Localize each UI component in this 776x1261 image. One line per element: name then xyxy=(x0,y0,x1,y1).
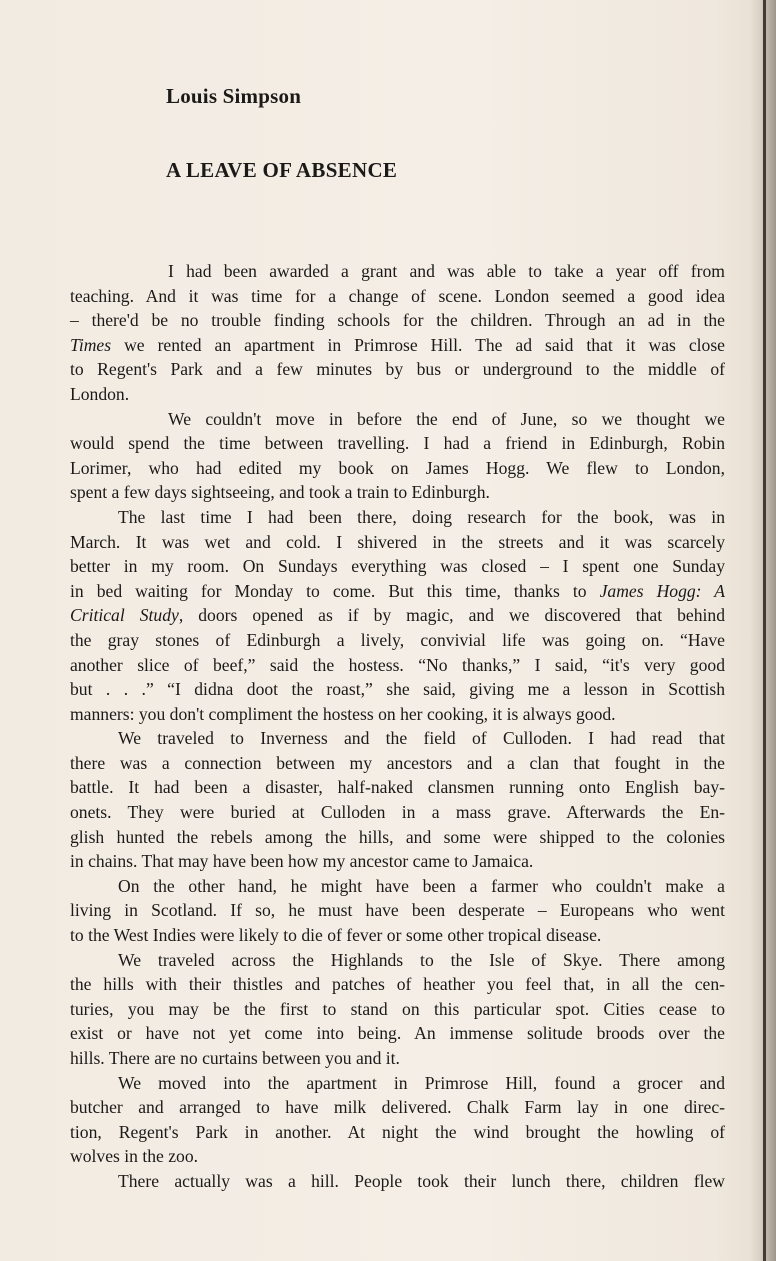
author-name: Louis Simpson xyxy=(166,84,302,108)
text-line: in bed waiting for Monday to come. But this time, thanks to James Hogg: A xyxy=(70,580,725,601)
text-line: We traveled across the Highlands to the Isle of Skye. There among xyxy=(118,949,725,970)
text-line: teaching. And it was time for a change of scene. London seemed a good idea xyxy=(70,285,725,306)
text-line: Lorimer, who had edited my book on James Hogg. We flew to London, xyxy=(70,457,725,478)
italic-title: Critical Study xyxy=(70,605,179,626)
essay-body xyxy=(70,259,725,1194)
text-line: onets. They were buried at Culloden in a mass grave. Afterwards the En- xyxy=(70,802,725,823)
text-line: London. xyxy=(70,383,130,404)
text-line: the hills with their thistles and patches of heather you feel that, in all the cen- xyxy=(70,974,725,995)
text-line: We traveled to Inverness and the field of Culloden. I had read that xyxy=(118,728,725,749)
text-line: would spend the time between travelling. I had a friend in Edinburgh, Robin xyxy=(70,433,725,454)
text-line: butcher and arranged to have milk delivered. Chalk Farm lay in one direc- xyxy=(70,1097,725,1118)
text-line: in chains. That may have been how my ancestor came to Jamaica. xyxy=(70,851,534,872)
text-line: turies, you may be the first to stand on this particular spot. Cities cease to xyxy=(70,998,725,1019)
text-line: Critical Study, doors opened as if by magic, and we discovered that behind xyxy=(70,605,725,626)
text-line: there was a connection between my ancestors and a clan that fought in the xyxy=(70,752,725,773)
text-line: There actually was a hill. People took their lunch there, children flew xyxy=(118,1170,725,1191)
text-line: wolves in the zoo. xyxy=(70,1146,199,1167)
text-line: March. It was wet and cold. I shivered in the streets and it was scarcely xyxy=(70,531,725,552)
text-line: glish hunted the rebels among the hills, and some were shipped to the colonies xyxy=(70,826,725,847)
text-line: tion, Regent's Park in another. At night the wind brought the howling of xyxy=(70,1121,725,1142)
text-line: the gray stones of Edinburgh a lively, convivial life was going on. “Have xyxy=(70,629,725,650)
italic-title: Times xyxy=(70,334,112,355)
text-line: better in my room. On Sundays everything was closed – I spent one Sunday xyxy=(70,556,725,577)
text-line: Times we rented an apartment in Primrose Hill. The ad said that it was close xyxy=(70,334,725,355)
text-line: but . . .” “I didna doot the roast,” she said, giving me a lesson in Scottish xyxy=(70,679,725,700)
essay-title: A LEAVE OF ABSENCE xyxy=(166,158,398,182)
text-line: On the other hand, he might have been a farmer who couldn't make a xyxy=(118,875,725,896)
text-line: We moved into the apartment in Primrose Hill, found a grocer and xyxy=(118,1072,725,1093)
text-line: another slice of beef,” said the hostess. “No thanks,” I said, “it's very good xyxy=(70,654,725,675)
text-line: exist or have not yet come into being. An immense solitude broods over the xyxy=(70,1023,725,1044)
text-line: I had been awarded a grant and was able to take a year off from xyxy=(168,261,725,281)
text-line: battle. It had been a disaster, half-naked clansmen running onto English bay- xyxy=(70,777,725,798)
text-line: living in Scotland. If so, he must have been desperate – Europeans who went xyxy=(70,900,725,921)
text-line: to the West Indies were likely to die of fever or some other tropical disease. xyxy=(70,925,602,946)
text-line: The last time I had been there, doing research for the book, was in xyxy=(118,506,725,527)
text-line: – there'd be no trouble finding schools for the children. Through an ad in the xyxy=(70,310,725,331)
text-line: to Regent's Park and a few minutes by bus or underground to the middle of xyxy=(70,359,725,380)
text-line: hills. There are no curtains between you and it. xyxy=(70,1048,400,1068)
italic-title: James Hogg: A xyxy=(599,580,725,601)
text-line: manners: you don't compliment the hostess on her cooking, it is always good. xyxy=(70,703,616,724)
text-line: spent a few days sightseeing, and took a train to Edinburgh. xyxy=(70,482,490,503)
text-line: We couldn't move in before the end of June, so we thought we xyxy=(168,408,725,429)
page-binding-edge xyxy=(763,0,766,1261)
